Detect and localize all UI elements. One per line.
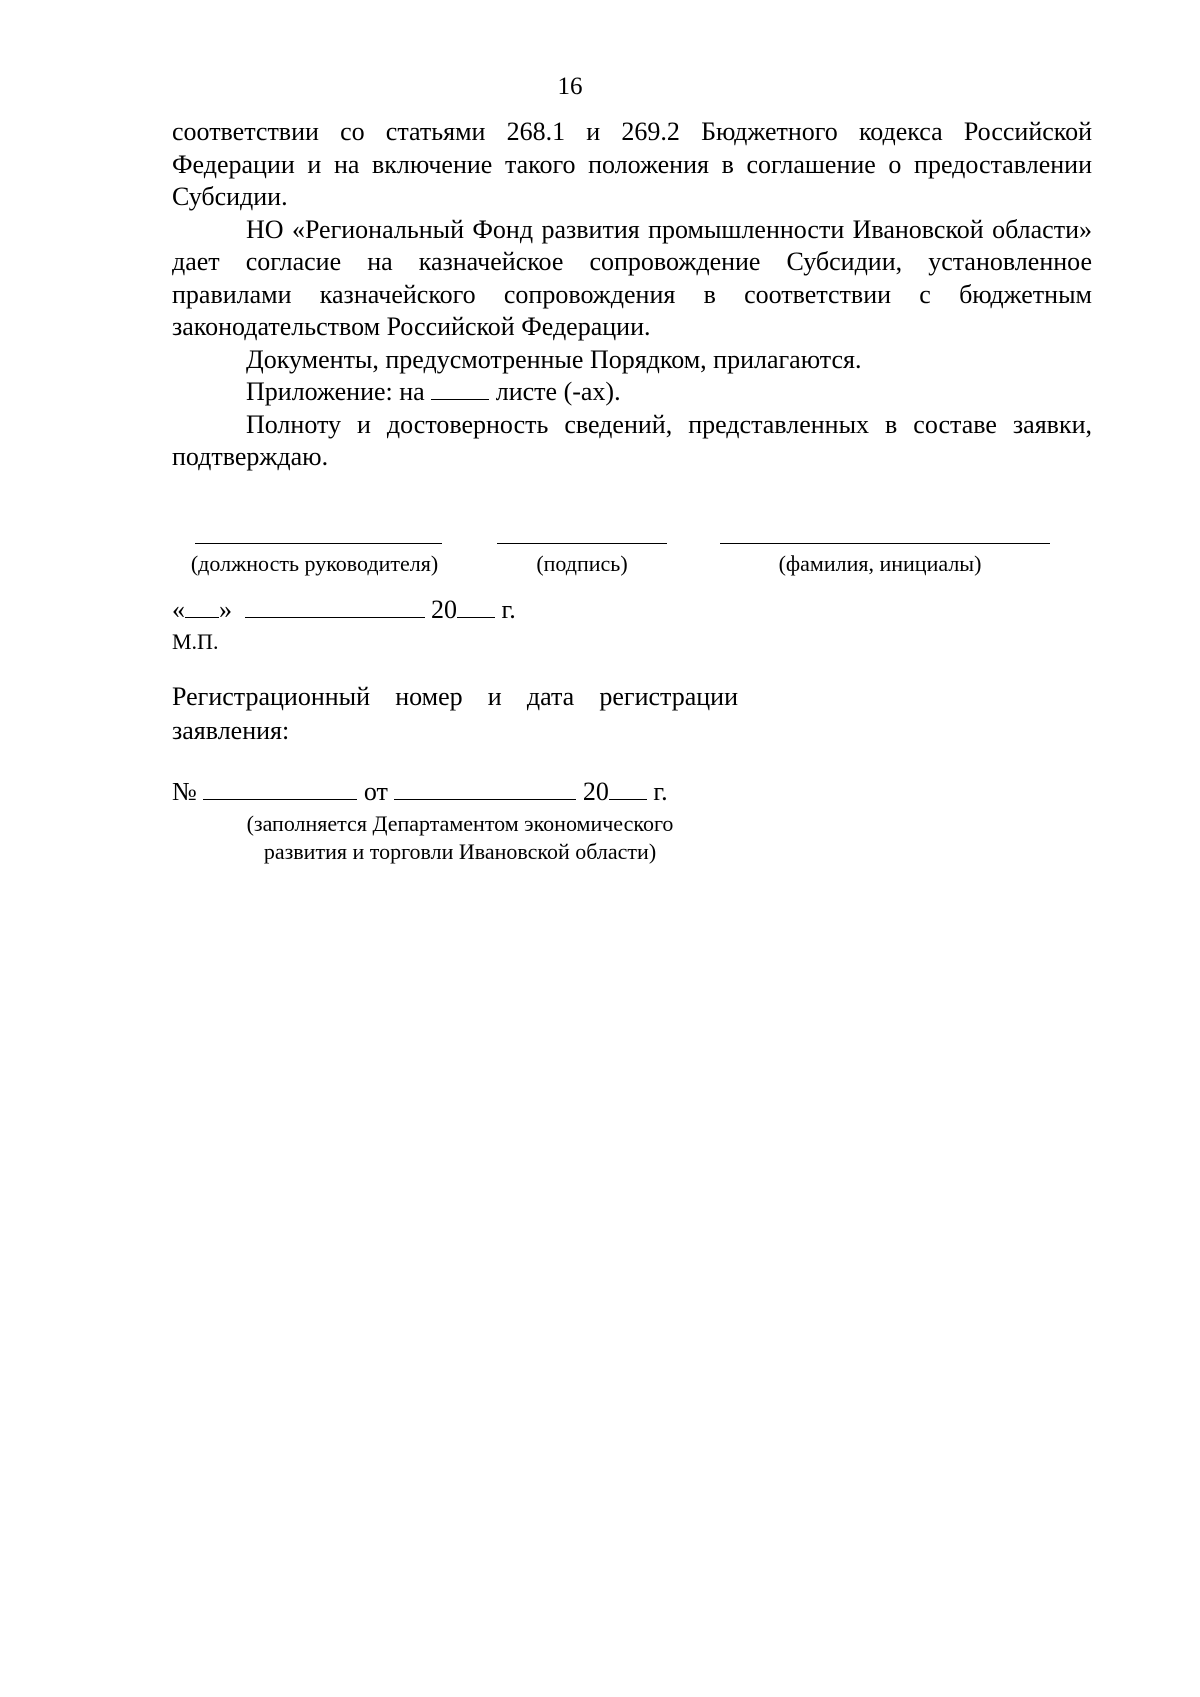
stamp-label: М.П.: [172, 629, 219, 654]
position-field: [172, 515, 457, 578]
registration-note-line2: развития и торговли Ивановской области): [263, 839, 657, 864]
signature-caption: (подпись): [536, 551, 628, 576]
registration-note: [200, 810, 720, 866]
paragraph-documents-attached: Документы, предусмотренные Порядком, прилагаются.: [246, 344, 862, 374]
paragraph-confirmation: Полноту и достоверность сведений, представленных в составе заявки, подтверждаю.: [172, 409, 1092, 471]
registration-date-blank[interactable]: [394, 777, 576, 800]
attachment-pages-blank[interactable]: [431, 377, 489, 400]
page-number: 16: [557, 73, 583, 100]
name-blank[interactable]: [720, 515, 1050, 544]
paragraph-treasury-consent: НО «Региональный Фонд развития промышленности Ивановской области» дает согласие на казначейское сопровождение Субсидии, установленное правилами казначейского сопровождения в соответствии с бюджетным законодательством Российской Федерации.: [172, 214, 1092, 341]
year-blank[interactable]: [457, 595, 495, 618]
attachment-suffix: листе (-ах).: [495, 377, 621, 406]
date-line: [172, 594, 516, 626]
day-blank[interactable]: [185, 595, 219, 618]
date-year-suffix: г.: [501, 595, 516, 624]
date-close-quote: »: [219, 595, 232, 624]
attachment-prefix: Приложение: на: [246, 377, 425, 406]
registration-line: [172, 776, 668, 808]
name-caption: (фамилия, инициалы): [778, 551, 982, 576]
signature-block: [172, 515, 1092, 585]
date-year-prefix: 20: [431, 595, 457, 624]
registration-from: от: [363, 777, 388, 806]
name-field: [720, 515, 1050, 578]
position-blank[interactable]: [195, 515, 442, 544]
registration-number-blank[interactable]: [203, 777, 357, 800]
paragraph-consent-continued: соответствии со статьями 268.1 и 269.2 Бюджетного кодекса Российской Федерации и на включение такого положения в соглашение о предоставлении Субсидии.: [172, 117, 1092, 211]
signature-field: [492, 515, 672, 578]
date-open-quote: «: [172, 595, 185, 624]
position-caption: (должность руководителя): [190, 551, 439, 576]
signature-blank[interactable]: [497, 515, 667, 544]
registration-note-line1: (заполняется Департаментом экономического: [246, 811, 674, 836]
registration-label: Регистрационный номер и дата регистрации заявления:: [172, 682, 738, 745]
number-sign: №: [172, 777, 197, 806]
registration-year-prefix: 20: [582, 777, 609, 806]
registration-year-suffix: г.: [653, 777, 668, 806]
month-blank[interactable]: [245, 595, 425, 618]
paragraph-attachment: [172, 376, 1092, 409]
document-body: [172, 116, 1092, 474]
registration-year-blank[interactable]: [609, 777, 647, 800]
